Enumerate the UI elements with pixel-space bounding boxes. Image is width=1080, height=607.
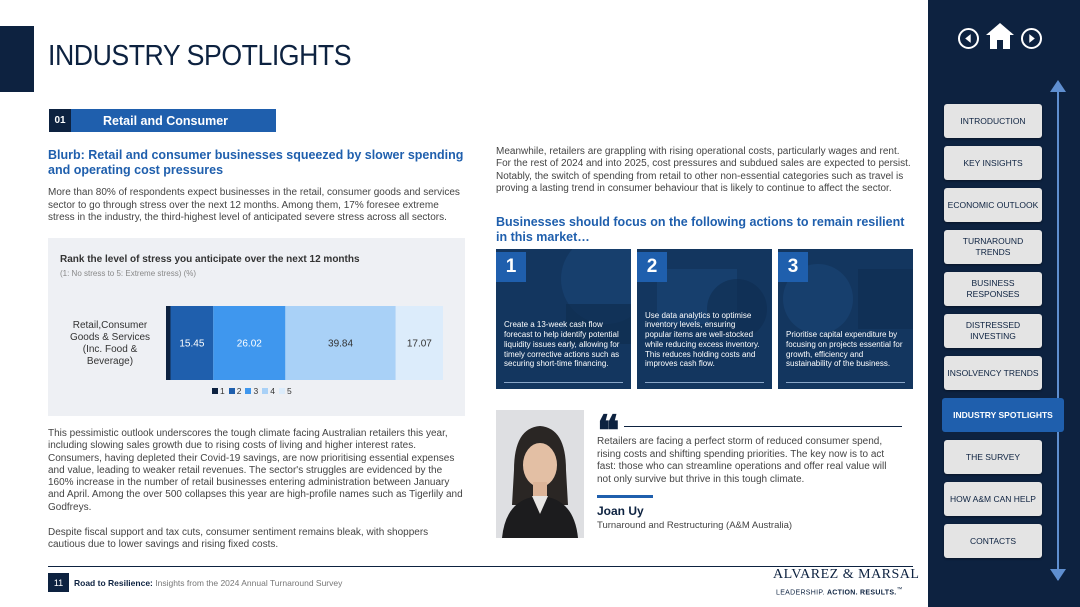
quote-mark-icon: ❝: [597, 409, 620, 455]
footer-title: [74, 578, 342, 588]
next-arrow-icon[interactable]: [1021, 28, 1042, 49]
section-label: Retail and Consumer: [103, 113, 229, 128]
costs-paragraph: Meanwhile, retailers are grappling with rising operational costs, particularly wages and rent. For the rest of 2024 and into 2025, cost pressures and subdued sales are expected to persist. Notably, the switch of spending from retail to other non-essential categories such as travel is proving a lasting trend in consumer behaviour that is likely to continue to affect the sector.: [496, 146, 911, 194]
action-text: Prioritise capital expenditure by focusing on projects essential for growth, efficiency and sustainability of the business.: [786, 330, 903, 369]
quote-text: Retailers are facing a perfect storm of reduced consumer spend, rising costs and shifting spending priorities. The key now is to act fast: those who can streamline operations and offer real value will not only survive but thrive in this tough climate.: [597, 436, 887, 485]
legend-swatch: [279, 388, 285, 394]
legend-label: 3: [253, 386, 259, 396]
nav-item-the-survey[interactable]: THE SURVEY: [944, 440, 1042, 474]
page-title: INDUSTRY SPOTLIGHTS: [48, 40, 352, 72]
bar-segment-1: [166, 306, 170, 380]
sentiment-paragraph: Despite fiscal support and tax cuts, consumer sentiment remains bleak, with shoppers cautious due to lower savings and rising fixed costs.: [48, 527, 429, 551]
section-badge: [49, 109, 276, 132]
action-card-3: [778, 249, 913, 389]
data-label-2: 15.45: [179, 338, 205, 350]
action-number: 3: [778, 252, 808, 282]
nav-item-introduction[interactable]: INTRODUCTION: [944, 104, 1042, 138]
scroll-down-arrow-icon[interactable]: [1050, 569, 1066, 581]
scroll-up-arrow-icon[interactable]: [1050, 80, 1066, 92]
legend-swatch: [212, 388, 218, 394]
home-icon[interactable]: [985, 22, 1015, 55]
quote-block: [496, 410, 912, 540]
blurb-heading: Blurb: Retail and consumer businesses squeezed by slower spending and operating cost pressures: [48, 148, 464, 177]
data-label-4: 39.84: [328, 338, 354, 350]
legend-item-2: [229, 386, 242, 396]
legend-swatch: [245, 388, 251, 394]
nav-item-insolvency-trends[interactable]: INSOLVENCY TRENDS: [944, 356, 1042, 390]
prev-arrow-icon[interactable]: [958, 28, 979, 49]
chart-subtitle: (1: No stress to 5: Extreme stress) (%): [60, 269, 197, 278]
footer-title-bold: Road to Resilience:: [74, 578, 153, 588]
legend-swatch: [262, 388, 268, 394]
nav-item-turnaround-trends[interactable]: TURNAROUND TRENDS: [944, 230, 1042, 264]
nav-item-how-a-m-can-help[interactable]: HOW A&M CAN HELP: [944, 482, 1042, 516]
action-text: Create a 13-week cash flow forecast to help identify potential liquidity issues early, allowing for timely corrective actions such as securing short-time financing.: [504, 320, 620, 369]
action-number: 2: [637, 252, 667, 282]
intro-paragraph: More than 80% of respondents expect businesses in the retail, consumer goods and services sector to go through stress over the next 12 months. Among them, 17% foresee extreme stress in the industry, the third-highest level of anticipated severe stress across all sectors.: [48, 187, 460, 223]
nav-item-contacts[interactable]: CONTACTS: [944, 524, 1042, 558]
action-number: 1: [496, 252, 526, 282]
quote-divider: [624, 426, 902, 427]
stress-chart: [48, 238, 465, 416]
nav-item-distressed-investing[interactable]: DISTRESSED INVESTING: [944, 314, 1042, 348]
nav-item-business-responses[interactable]: BUSINESS RESPONSES: [944, 272, 1042, 306]
tagline-action-results: ACTION. RESULTS.: [826, 589, 897, 597]
footer-title-text: Insights from the 2024 Annual Turnaround Survey: [152, 578, 343, 588]
card-divider: [645, 382, 764, 383]
navigation-sidebar: [928, 0, 1080, 607]
legend-swatch: [229, 388, 235, 394]
legend-label: 4: [270, 386, 275, 396]
nav-icons: [958, 22, 1042, 55]
nav-item-economic-outlook[interactable]: ECONOMIC OUTLOOK: [944, 188, 1042, 222]
legend-item-3: [245, 386, 258, 396]
nav-item-key-insights[interactable]: KEY INSIGHTS: [944, 146, 1042, 180]
nav-scroll-track: [1057, 90, 1059, 580]
legend-item-1: [212, 386, 225, 396]
card-divider: [504, 382, 623, 383]
action-card-2: [637, 249, 772, 389]
chart-category-label: Retail,Consumer Goods & Services (Inc. Food & Beverage): [69, 320, 151, 367]
section-number: 01: [49, 109, 71, 132]
nav-item-industry-spotlights[interactable]: INDUSTRY SPOTLIGHTS: [942, 398, 1064, 432]
chart-title: Rank the level of stress you anticipate over the next 12 months: [60, 254, 360, 265]
legend-item-5: [279, 386, 292, 396]
speaker-name: Joan Uy: [597, 504, 644, 518]
action-card-1: [496, 249, 631, 389]
tagline-trademark: ™: [896, 587, 903, 593]
legend-item-4: [262, 386, 275, 396]
legend-label: 2: [236, 386, 242, 396]
legend-label: 1: [220, 386, 225, 396]
actions-heading: Businesses should focus on the following actions to remain resilient in this market…: [496, 215, 905, 244]
outlook-paragraph: This pessimistic outlook underscores the tough climate facing Australian retailers this year, including slowing sales growth due to rising costs of living and higher interest rates. Consumers, having depleted their Covid-19 savings, are now prioritising essential expenses and value, leading to weaker retail revenues. The sector's struggles are evidenced by the 160% increase in the number of retail businesses entering administration between January and April. Among the over 500 collapses this year are high-profile names such as Tigerlily and Godfreys.: [48, 428, 463, 513]
data-label-3: 26.02: [236, 338, 262, 350]
page-number: 11: [48, 573, 69, 592]
company-logo: ALVAREZ & MARSAL: [773, 567, 920, 582]
speaker-photo: [496, 410, 584, 538]
chart-legend: [212, 386, 292, 396]
quote-name-bar: [597, 495, 653, 498]
action-text: Use data analytics to optimise inventory levels, ensuring popular items are well-stocked while reducing excess inventory. This reduces holding costs and improves cash flow.: [645, 310, 760, 369]
company-tagline: [776, 587, 903, 596]
speaker-role: Turnaround and Restructuring (A&M Australia): [597, 520, 793, 531]
data-label-5: 17.07: [406, 338, 432, 350]
legend-label: 5: [286, 386, 292, 396]
card-divider: [786, 382, 905, 383]
tagline-leadership: LEADERSHIP.: [776, 589, 827, 597]
title-accent-bar: [0, 26, 34, 92]
